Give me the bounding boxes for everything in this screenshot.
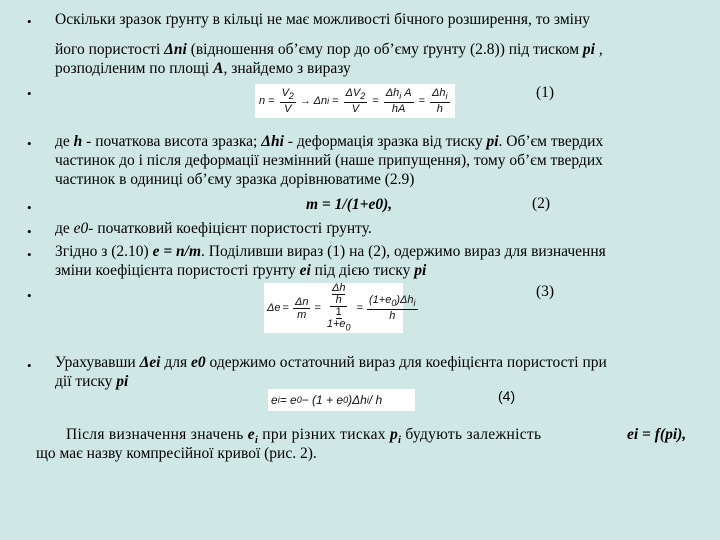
formula-1: n = $\frac{V_2}{V}$ → Δn i = $\frac{\Delta V_2}{V}$ = $\frac{\Delta h_i A}{hA}$ = $\frac{\Delta h_i}{h}$ <box>255 84 455 118</box>
formula-text: / h <box>368 393 383 407</box>
fraction <box>280 87 296 115</box>
formula-text: Δn <box>294 295 309 308</box>
text: зміни коефіцієнта пористості ґрунту <box>55 262 300 279</box>
equation-number: (1) <box>536 84 555 101</box>
fraction: $\frac{\Delta V_2}{V}$ <box>345 87 366 116</box>
h-symbol: h <box>73 133 83 150</box>
formula-text: h <box>436 103 443 116</box>
paragraph2-line2 <box>55 151 603 170</box>
text: i <box>398 435 402 447</box>
formula-text: → Δn <box>299 95 328 107</box>
text: одержимо остаточний вираз для коефіцієнта пористості при <box>205 354 607 371</box>
text: де <box>55 133 74 150</box>
formula-text: Δh <box>331 281 346 294</box>
text: . Поділивши вираз (1) на (2), одержимо вираз для визначення <box>201 243 606 260</box>
equation-number: (3) <box>536 283 555 300</box>
fraction: $\frac{\Delta h_i}{h}$ <box>432 87 448 116</box>
text: - початковий коефіцієнт пористості ґрунту. <box>88 220 372 237</box>
formula-text: Δh <box>432 87 446 99</box>
text: Оскільки зразок ґрунту в кільці не має можливості бічного розширення, то зміну <box>55 11 590 28</box>
formula-text: i <box>327 96 330 106</box>
paragraph5-line2 <box>55 372 128 391</box>
formula-text: (1+e <box>369 294 392 306</box>
paragraph1-line2 <box>55 40 603 59</box>
formula-text: 1 <box>335 305 342 318</box>
p-symbol: p <box>390 426 399 443</box>
formula-text: = <box>282 302 289 314</box>
formula-text: V <box>284 103 292 116</box>
text: розподіленим по площі <box>55 60 214 77</box>
pi-symbol: pi <box>116 373 129 390</box>
formula-text: 2 <box>288 91 294 102</box>
formula-text: A <box>404 87 412 99</box>
pi-symbol: pi <box>486 133 499 150</box>
text: під дією тиску <box>310 262 415 279</box>
text: частинок в одиниці об’єму зразка дорівнюватиме (2.9) <box>55 171 415 188</box>
formula-text: Δh <box>385 87 400 99</box>
text: (відношення об’єму пор до об’єму ґрунту (2.8)) під тиском <box>186 41 583 58</box>
e0-symbol: e0 <box>73 220 89 237</box>
paragraph1-line3 <box>55 59 351 78</box>
fraction: $\frac{\Delta h_i A}{hA}$ <box>385 87 412 116</box>
delta-ni-symbol: Δni <box>164 41 187 58</box>
formula-text: Δe <box>267 302 281 314</box>
paragraph6-line2 <box>36 444 317 463</box>
paragraph3-line <box>55 219 372 238</box>
text: - деформація зразка від тиску <box>283 133 487 150</box>
paragraph1-line1 <box>55 10 590 29</box>
paragraph5-line1 <box>55 353 607 372</box>
pi-symbol: pi <box>582 41 595 58</box>
ei-symbol: ei <box>299 262 311 279</box>
text: дії тиску <box>55 373 117 390</box>
text: Урахувавши <box>55 354 140 371</box>
formula-text: )Δh <box>348 393 367 407</box>
area-symbol: A <box>213 60 224 77</box>
compound-fraction <box>325 283 353 334</box>
text: частинок до і після деформації незмінний (наше припущення), тому об’єм твердих <box>55 152 603 169</box>
bullet: • <box>27 86 32 101</box>
formula-text: 0 <box>296 395 302 405</box>
formula-text: h <box>335 293 342 306</box>
text: Згідно з (2.10) <box>55 243 153 260</box>
formula-text: n <box>259 95 266 107</box>
text: . Об’єм твердих <box>498 133 604 150</box>
bullet: • <box>27 247 32 262</box>
formula-4: e i = e 0 − (1 + e 0 )Δh i / h <box>268 389 415 411</box>
text: його пористості <box>55 41 165 58</box>
text: Після визначення значень <box>66 426 248 443</box>
e-symbol: e <box>247 426 255 443</box>
e-equals-n-over-m: e = n/m <box>152 243 202 260</box>
delta-ei-symbol: Δei <box>139 354 161 371</box>
delta-hi-symbol: Δhi <box>261 133 284 150</box>
text: - початкова висота зразка; <box>82 133 262 150</box>
formula-text: = <box>268 95 275 107</box>
formula-text: ΔV <box>345 87 361 99</box>
paragraph2-line3 <box>55 170 414 189</box>
formula-text: i <box>277 395 280 405</box>
formula-text: = e <box>279 393 297 407</box>
bullet: • <box>27 14 32 29</box>
text: будують залежність <box>401 426 542 443</box>
e0-symbol: e0 <box>191 354 206 371</box>
formula-3: Δe = $\frac{\Delta n}{m}$ = Δh h 1 $1+e_0$ = $\frac{(1+e_0)\Delta h_i}{h}$ <box>264 283 403 333</box>
formula-2: m = 1/(1+e0), <box>306 196 393 213</box>
bullet: • <box>27 358 32 373</box>
pi-symbol: pi <box>414 262 427 279</box>
text: де <box>55 220 74 237</box>
formula-text: i <box>399 91 402 102</box>
fraction: $\frac{(1+e_0)\Delta h_i}{h}$ <box>369 294 416 323</box>
formula-text: V <box>281 87 289 99</box>
bullet: • <box>27 136 32 151</box>
text: , знайдемо з виразу <box>223 60 351 77</box>
text: i <box>254 435 259 447</box>
paragraph4-line1 <box>55 242 606 261</box>
text: що має назву компресійної кривої (рис. 2). <box>36 445 317 462</box>
formula-text: 0 <box>345 322 351 333</box>
equation-number: (4) <box>498 388 516 404</box>
text: , <box>594 41 603 58</box>
paragraph4-line2 <box>55 261 426 280</box>
equation-number: (2) <box>532 195 551 212</box>
text: для <box>160 354 191 371</box>
formula-text: − (1 + e <box>301 393 344 407</box>
fraction <box>293 296 311 321</box>
formula-text: 1+e <box>326 317 346 330</box>
text: при різних тисках <box>258 426 390 443</box>
formula-text: i <box>413 298 416 309</box>
bullet: • <box>27 224 32 239</box>
bullet: • <box>27 288 32 303</box>
ei-function-formula: ei = f(pi), <box>627 426 687 443</box>
paragraph2-line1 <box>55 132 603 151</box>
formula-text: m <box>297 308 307 321</box>
formula-text: e <box>271 393 278 407</box>
bullet: • <box>27 200 32 215</box>
formula-text: )Δh <box>396 294 414 306</box>
